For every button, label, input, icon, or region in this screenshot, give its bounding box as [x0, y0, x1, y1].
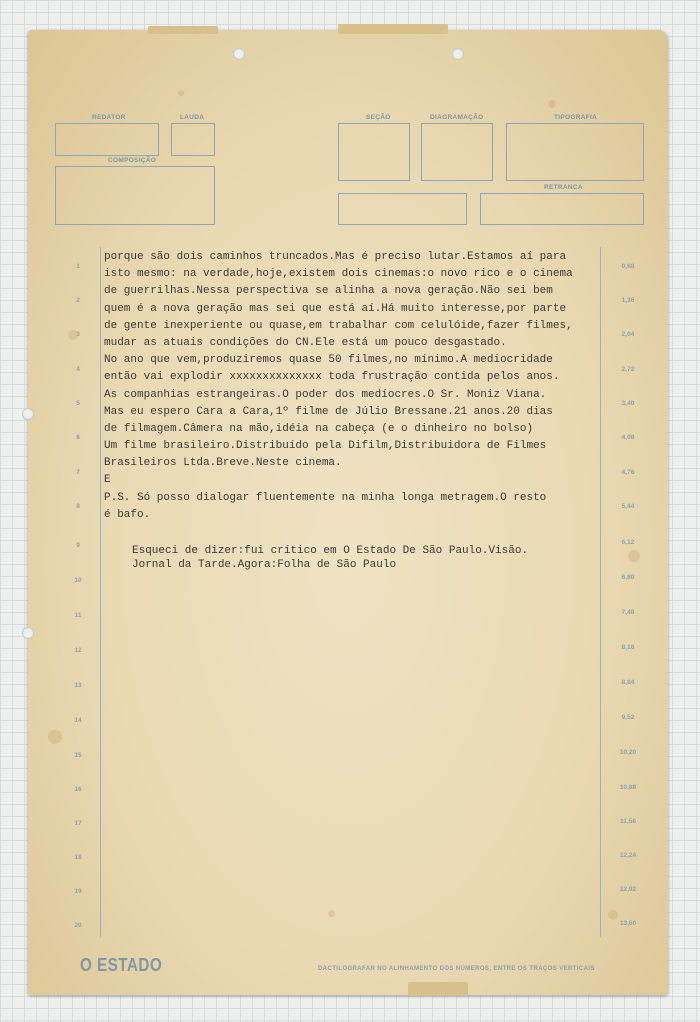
line-measure: 4,76 — [621, 469, 635, 476]
line-number: 13 — [74, 682, 82, 689]
line-measure: 1,36 — [621, 297, 635, 304]
typed-line: então vai explodir xxxxxxxxxxxxxx toda frustração contida pelos anos. — [104, 371, 560, 384]
line-number: 1 — [76, 263, 80, 270]
diagramacao-label: DIAGRAMAÇÃO — [430, 114, 484, 121]
line-number: 19 — [74, 888, 82, 895]
tipografia-label: TIPOGRAFIA — [554, 114, 598, 121]
torn-edge — [338, 24, 448, 34]
line-number: 14 — [74, 717, 82, 724]
line-number: 17 — [74, 820, 82, 827]
footnote-line: Jornal da Tarde.Agora:Folha de São Paulo — [132, 559, 397, 571]
line-number: 8 — [76, 503, 80, 510]
torn-edge — [148, 26, 218, 34]
typed-footnote — [132, 544, 602, 572]
typed-line: porque são dois caminhos truncados.Mas é preciso lutar.Estamos aí para — [104, 251, 567, 263]
line-number: 10 — [74, 577, 82, 584]
blank-box — [338, 193, 467, 225]
line-number: 7 — [76, 469, 80, 476]
line-measure: 12,92 — [619, 886, 637, 893]
typed-line: Um filme brasileiro.Distribuído pela Difilm,Distribuidora de Filmes — [104, 440, 547, 453]
typed-line: mudar as atuais condições do CN.Ele está um pouco desgastado. — [104, 336, 507, 349]
composicao-label: COMPOSIÇÃO — [108, 157, 157, 164]
left-margin-rule — [100, 247, 101, 937]
line-measure: 11,56 — [620, 818, 636, 825]
typed-line: Mas eu espero Cara a Cara,1º filme de Júlio Bressane.21 anos.20 dias — [104, 405, 553, 418]
line-number: 11 — [74, 612, 82, 619]
typed-line: de filmagem.Câmera na mão,idéia na cabeça (e o dinheiro no bolso) — [104, 422, 534, 435]
typed-line: de guerrilhas.Nessa perspectiva se alinha a nova geração.Não sei bem — [104, 285, 553, 298]
typed-line: Brasileiros Ltda.Breve.Neste cinema. — [104, 457, 342, 470]
typed-line: isto mesmo: na verdade,hoje,existem dois cinemas:o novo rico e o cinema — [104, 268, 573, 281]
line-measure: 4,08 — [621, 434, 635, 441]
redator-box — [55, 123, 159, 156]
line-measure: 5,44 — [621, 503, 635, 510]
punch-hole — [233, 48, 245, 60]
line-measure: 10,88 — [619, 784, 637, 791]
line-number: 9 — [76, 542, 80, 549]
line-measure: 0,68 — [621, 263, 635, 270]
punch-hole — [452, 48, 464, 60]
secao-box — [338, 123, 410, 181]
typed-line: é bafo. — [104, 508, 151, 521]
typing-instruction: DACTILOGRAFAR NO ALINHAMENTO DOS NÚMEROS, ENTRE OS TRAÇOS VERTICAIS — [318, 966, 595, 972]
typed-line: E — [104, 474, 111, 487]
line-number: 3 — [76, 331, 80, 338]
punch-hole — [22, 627, 34, 639]
line-measure: 7,48 — [621, 609, 635, 616]
typed-line: No ano que vem,produziremos quase 50 filmes,no mínimo.A mediocridade — [104, 354, 553, 367]
retranca-label: RETRANCA — [544, 184, 583, 191]
line-measure: 3,40 — [621, 400, 635, 407]
typed-line: P.S. Só posso dialogar fluentemente na minha longa metragem.O resto — [104, 491, 547, 504]
lauda-box — [171, 123, 215, 156]
line-number: 12 — [74, 647, 82, 654]
composicao-box — [55, 166, 215, 225]
line-measure: 2,04 — [621, 331, 635, 338]
line-number: 2 — [76, 297, 80, 304]
line-measure: 10,20 — [619, 749, 637, 756]
diagramacao-box — [421, 123, 493, 181]
line-measure: 8,84 — [621, 679, 635, 686]
line-measure: 13,60 — [619, 920, 637, 927]
line-number: 18 — [74, 854, 82, 861]
line-measure: 6,80 — [621, 574, 635, 581]
o-estado-logo: O ESTADO — [80, 955, 163, 975]
typed-line: quem é a nova geração mas sei que está aí.Há muito interesse,por parte — [104, 302, 567, 315]
line-measure: 8,16 — [621, 644, 635, 651]
line-measure: 2,72 — [621, 366, 635, 373]
typed-line: As companhias estrangeiras.O poder dos medíocres.O Sr. Moniz Viana. — [104, 388, 547, 401]
redator-label: REDATOR — [92, 114, 126, 121]
tipografia-box — [506, 123, 644, 181]
line-number: 16 — [74, 786, 82, 793]
line-number: 4 — [76, 366, 80, 373]
lauda-label: LAUDA — [180, 114, 205, 121]
line-number: 20 — [74, 922, 82, 929]
line-measure: 12,24 — [619, 852, 637, 859]
footnote-line: Esqueci de dizer:fui crítico em O Estado De São Paulo.Visão. — [132, 545, 529, 557]
line-number: 15 — [74, 752, 82, 759]
punch-hole — [22, 408, 34, 420]
line-number: 6 — [76, 434, 80, 441]
typed-body-text — [104, 249, 604, 524]
line-measure: 9,52 — [621, 714, 635, 721]
line-measure: 6,12 — [621, 539, 635, 546]
line-number: 5 — [76, 400, 80, 407]
retranca-box — [480, 193, 644, 225]
torn-edge — [408, 982, 468, 996]
secao-label: SEÇÃO — [366, 114, 391, 121]
typed-line: de gente inexperiente ou quase,em trabalhar com celulóide,fazer filmes, — [104, 319, 573, 332]
